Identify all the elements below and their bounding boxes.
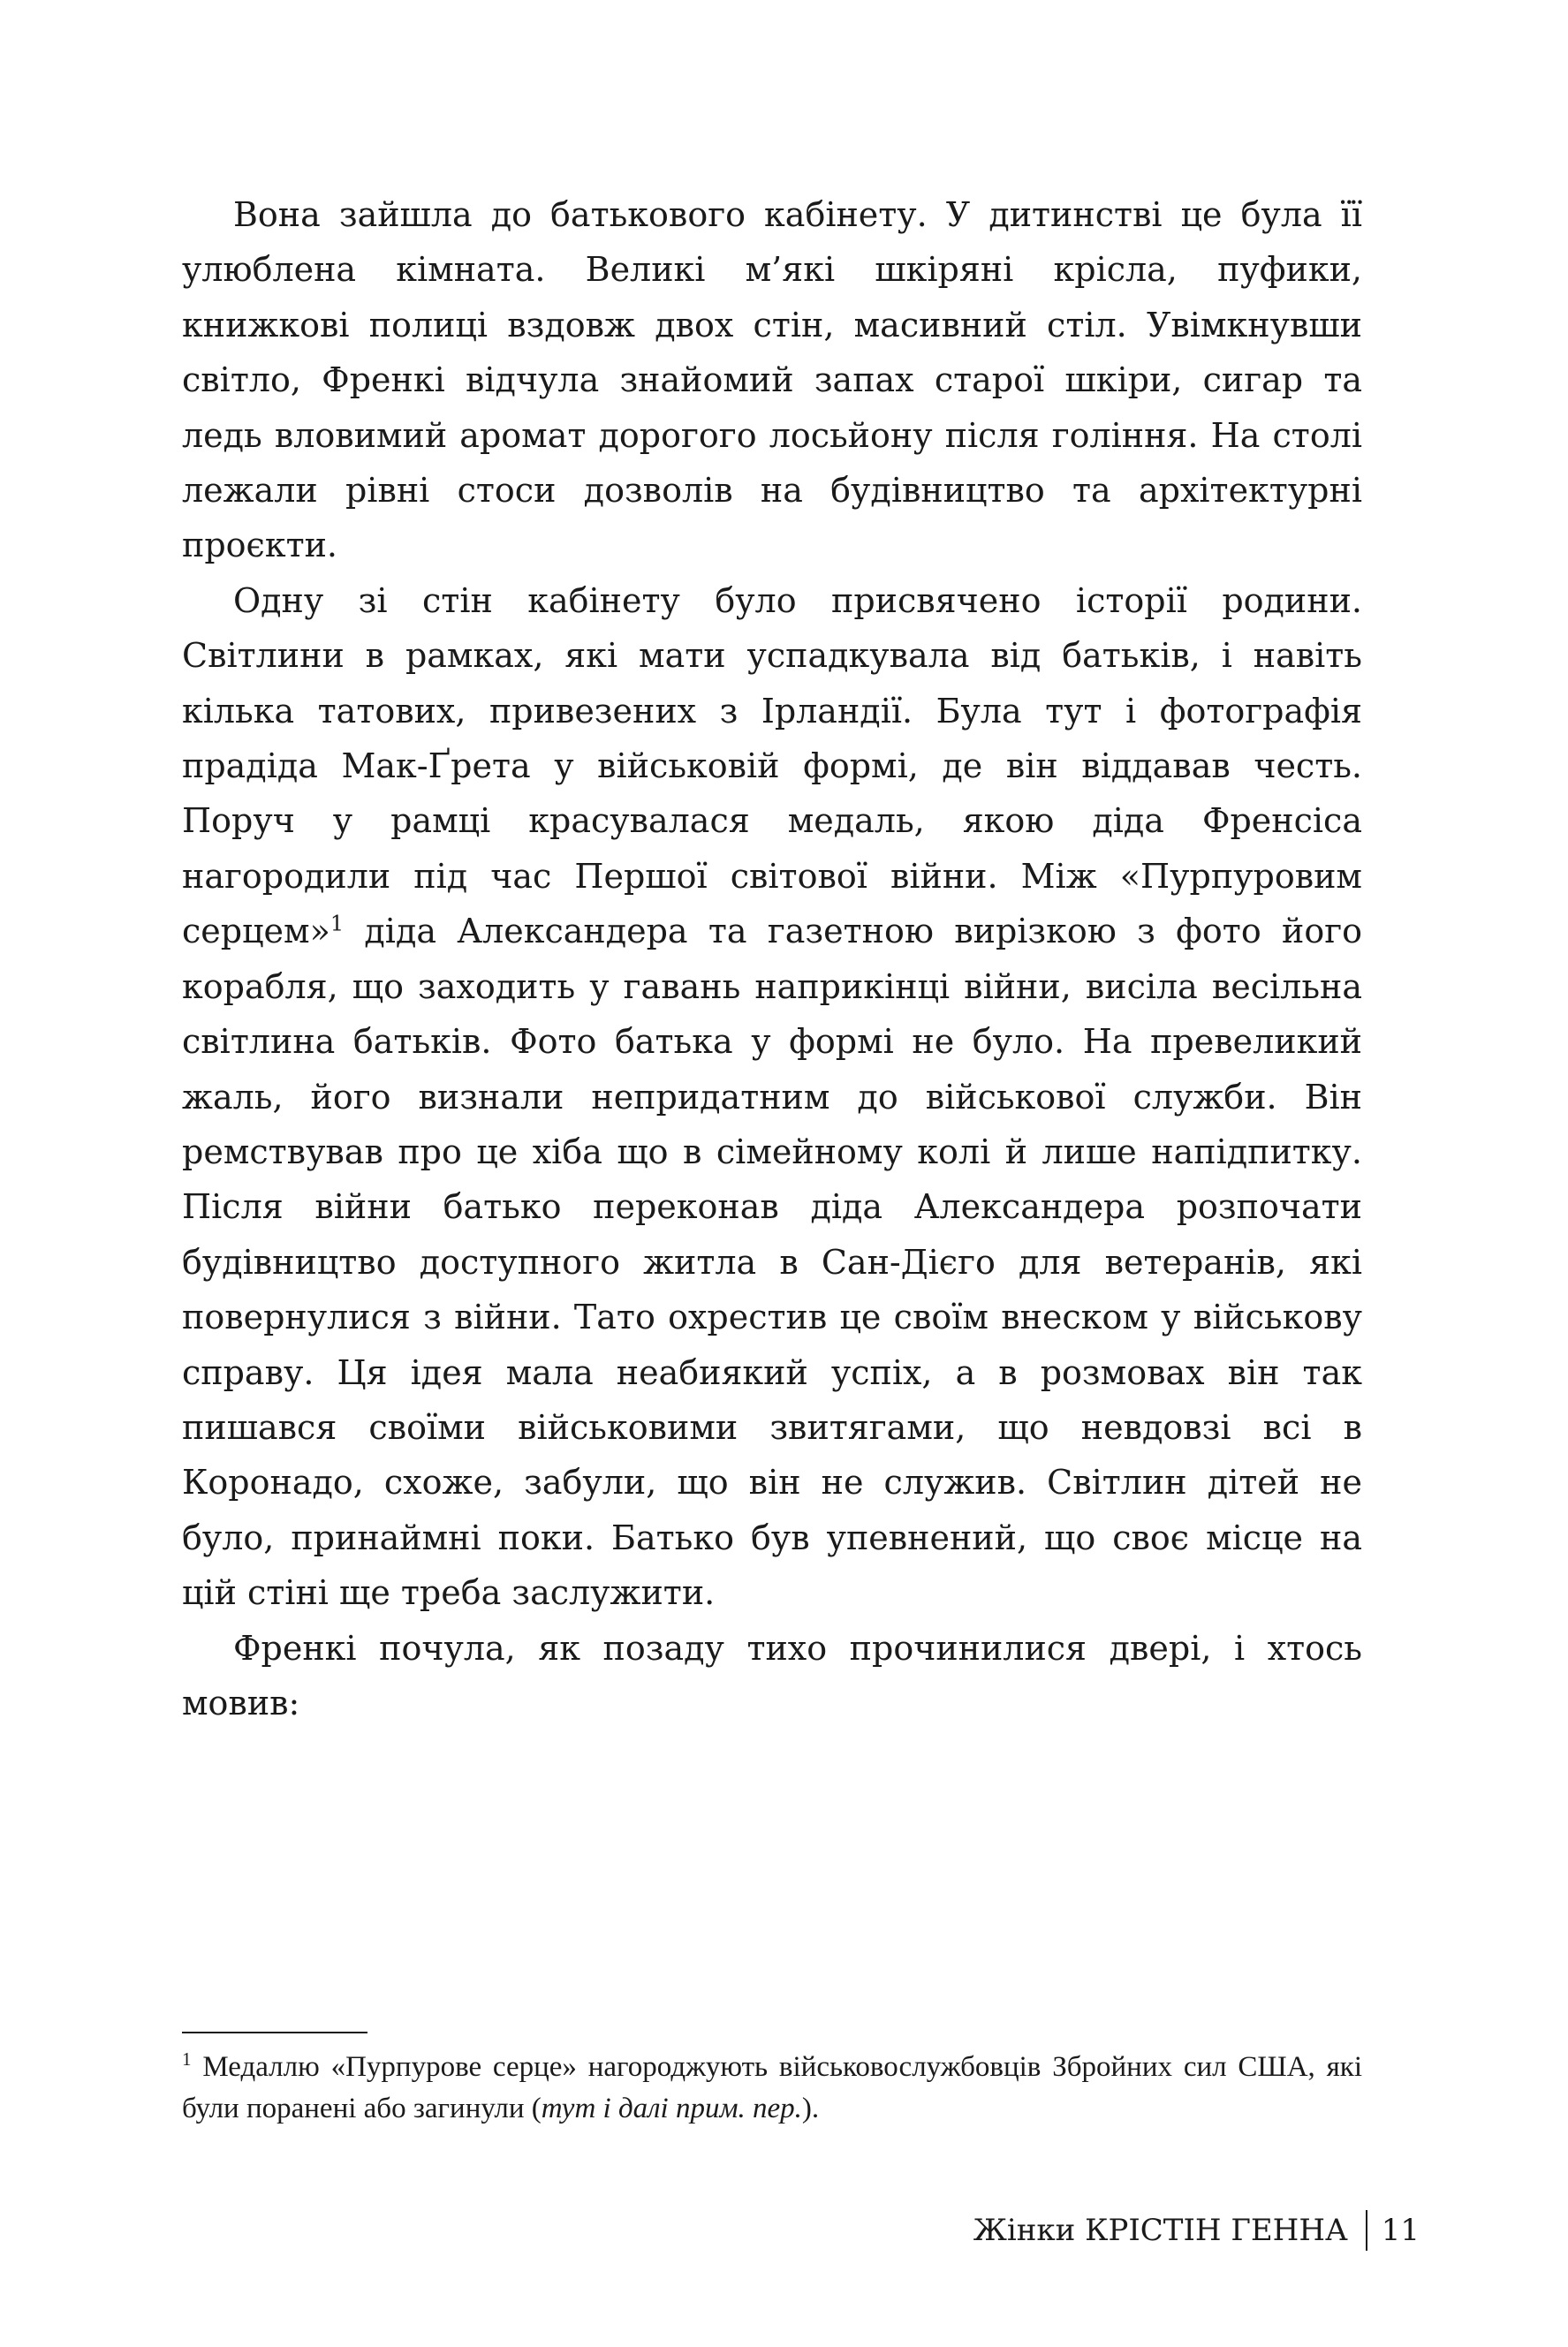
footnote-text-end: ). [801, 2093, 820, 2124]
footnote [182, 2047, 1362, 2130]
paragraph-text: Одну зі стін кабінету було присвячено історії родини. Світлини в рамках, які мати успадкувала від батьків, і навіть кілька татових, привезених з Ірландії. Була тут і фотографія прадіда Мак-Ґрета у військовій формі, де він віддавав честь. Поруч у рамці красувалася медаль, якою діда Френсіса нагородили під час Першої світової війни. Між «Пурпуровим серцем» [182, 580, 1362, 951]
footer-divider [1366, 2210, 1367, 2251]
footnote-italic-note: тут і далі прим. пер. [541, 2093, 802, 2124]
paragraph [182, 573, 1362, 1621]
paragraph-text: Френкі почула, як позаду тихо прочинилися двері, і хтось мовив: [182, 1628, 1362, 1722]
footnote-divider [182, 2032, 367, 2033]
paragraph [182, 187, 1362, 573]
running-footer [973, 2210, 1420, 2251]
paragraph [182, 1621, 1362, 1731]
running-title: Жінки КРІСТІН ГЕННА [973, 2213, 1348, 2248]
page-number: 11 [1381, 2213, 1420, 2248]
footnote-text: Медаллю «Пурпурове серце» нагороджують військовослужбовців Збройних сил США, які були поранені або загинули ( [182, 2051, 1362, 2124]
paragraph-text: Вона зайшла до батькового кабінету. У дитинстві це була її улюблена кімната. Великі м’які шкіряні крісла, пуфики, книжкові полиці вздовж двох стін, масивний стіл. Увімкнувши світло, Френкі відчула знайомий запах старої шкіри, сигар та ледь вловимий аромат дорогого лосьйону після гоління. На столі лежали рівні стоси дозволів на будівництво та архітектурні проєкти. [182, 195, 1362, 565]
footnote-reference[interactable]: 1 [330, 911, 345, 936]
footnote-marker: 1 [182, 2048, 192, 2070]
main-text [182, 187, 1362, 1730]
paragraph-text: діда Александера та газетною вирізкою з фото його корабля, що заходить у гавань наприкінці війни, висіла весільна світлина батьків. Фото батька у формі не було. На превеликий жаль, його визнали непридатним до військової служби. Він ремствував про це хіба що в сімейному колі й лише напідпитку. Після війни батько переконав діда Александера розпочати будівництво доступного житла в Сан-Дієго для ветеранів, які повернулися з війни. Тато охрестив це своїм внеском у військову справу. Ця ідея мала неабиякий успіх, а в розмовах він так пишався своїми військовими звитягами, що невдовзі всі в Коронадо, схоже, забули, що він не служив. Світлин дітей не було, принаймні поки. Батько був упевнений, що своє місце на цій стіні ще треба заслужити. [182, 912, 1362, 1613]
